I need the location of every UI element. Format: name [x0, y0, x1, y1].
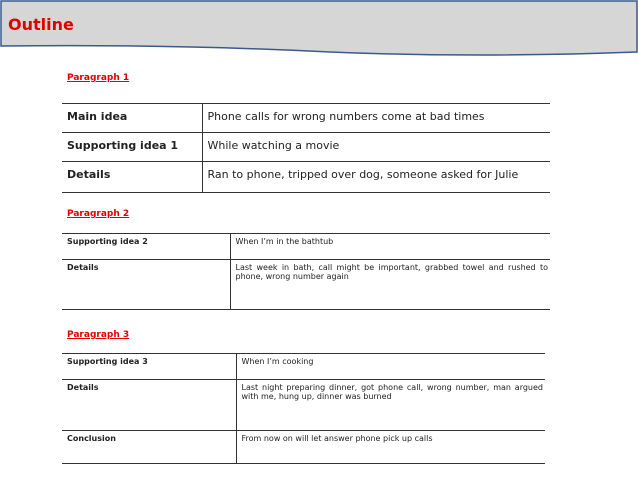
title-banner: [0, 0, 638, 58]
row-content: When I’m cooking: [236, 354, 545, 380]
table-row: [62, 380, 545, 431]
row-heading: Details: [62, 260, 230, 310]
table-row: [62, 431, 545, 464]
paragraph-2-label: Paragraph 2: [67, 209, 130, 219]
row-heading: Details: [62, 162, 202, 193]
row-content: While watching a movie: [202, 133, 550, 162]
row-content: Last week in bath, call might be important, grabbed towel and rushed to phone, wrong number again: [230, 260, 550, 310]
table-row: [62, 133, 550, 162]
table-row: [62, 104, 550, 133]
row-content: Last night preparing dinner, got phone call, wrong number, man argued with me, hung up, dinner was burned: [236, 380, 545, 431]
table-row: [62, 234, 550, 260]
banner-shape: [0, 0, 638, 58]
paragraph-3-table: [62, 353, 545, 464]
row-heading: Supporting idea 3: [62, 354, 236, 380]
row-heading: Supporting idea 1: [62, 133, 202, 162]
paragraph-1-label: Paragraph 1: [67, 73, 130, 83]
row-heading: Conclusion: [62, 431, 236, 464]
row-heading: Main idea: [62, 104, 202, 133]
paragraph-1-table: [62, 103, 550, 193]
row-content: Ran to phone, tripped over dog, someone asked for Julie: [202, 162, 550, 193]
paragraph-3-label: Paragraph 3: [67, 330, 130, 340]
row-content: From now on will let answer phone pick up calls: [236, 431, 545, 464]
row-content: Phone calls for wrong numbers come at bad times: [202, 104, 550, 133]
page-title: Outline: [8, 15, 74, 34]
table-row: [62, 260, 550, 310]
row-heading: Details: [62, 380, 236, 431]
row-content: When I’m in the bathtub: [230, 234, 550, 260]
row-heading: Supporting idea 2: [62, 234, 230, 260]
paragraph-2-table: [62, 233, 550, 310]
table-row: [62, 162, 550, 193]
table-row: [62, 354, 545, 380]
